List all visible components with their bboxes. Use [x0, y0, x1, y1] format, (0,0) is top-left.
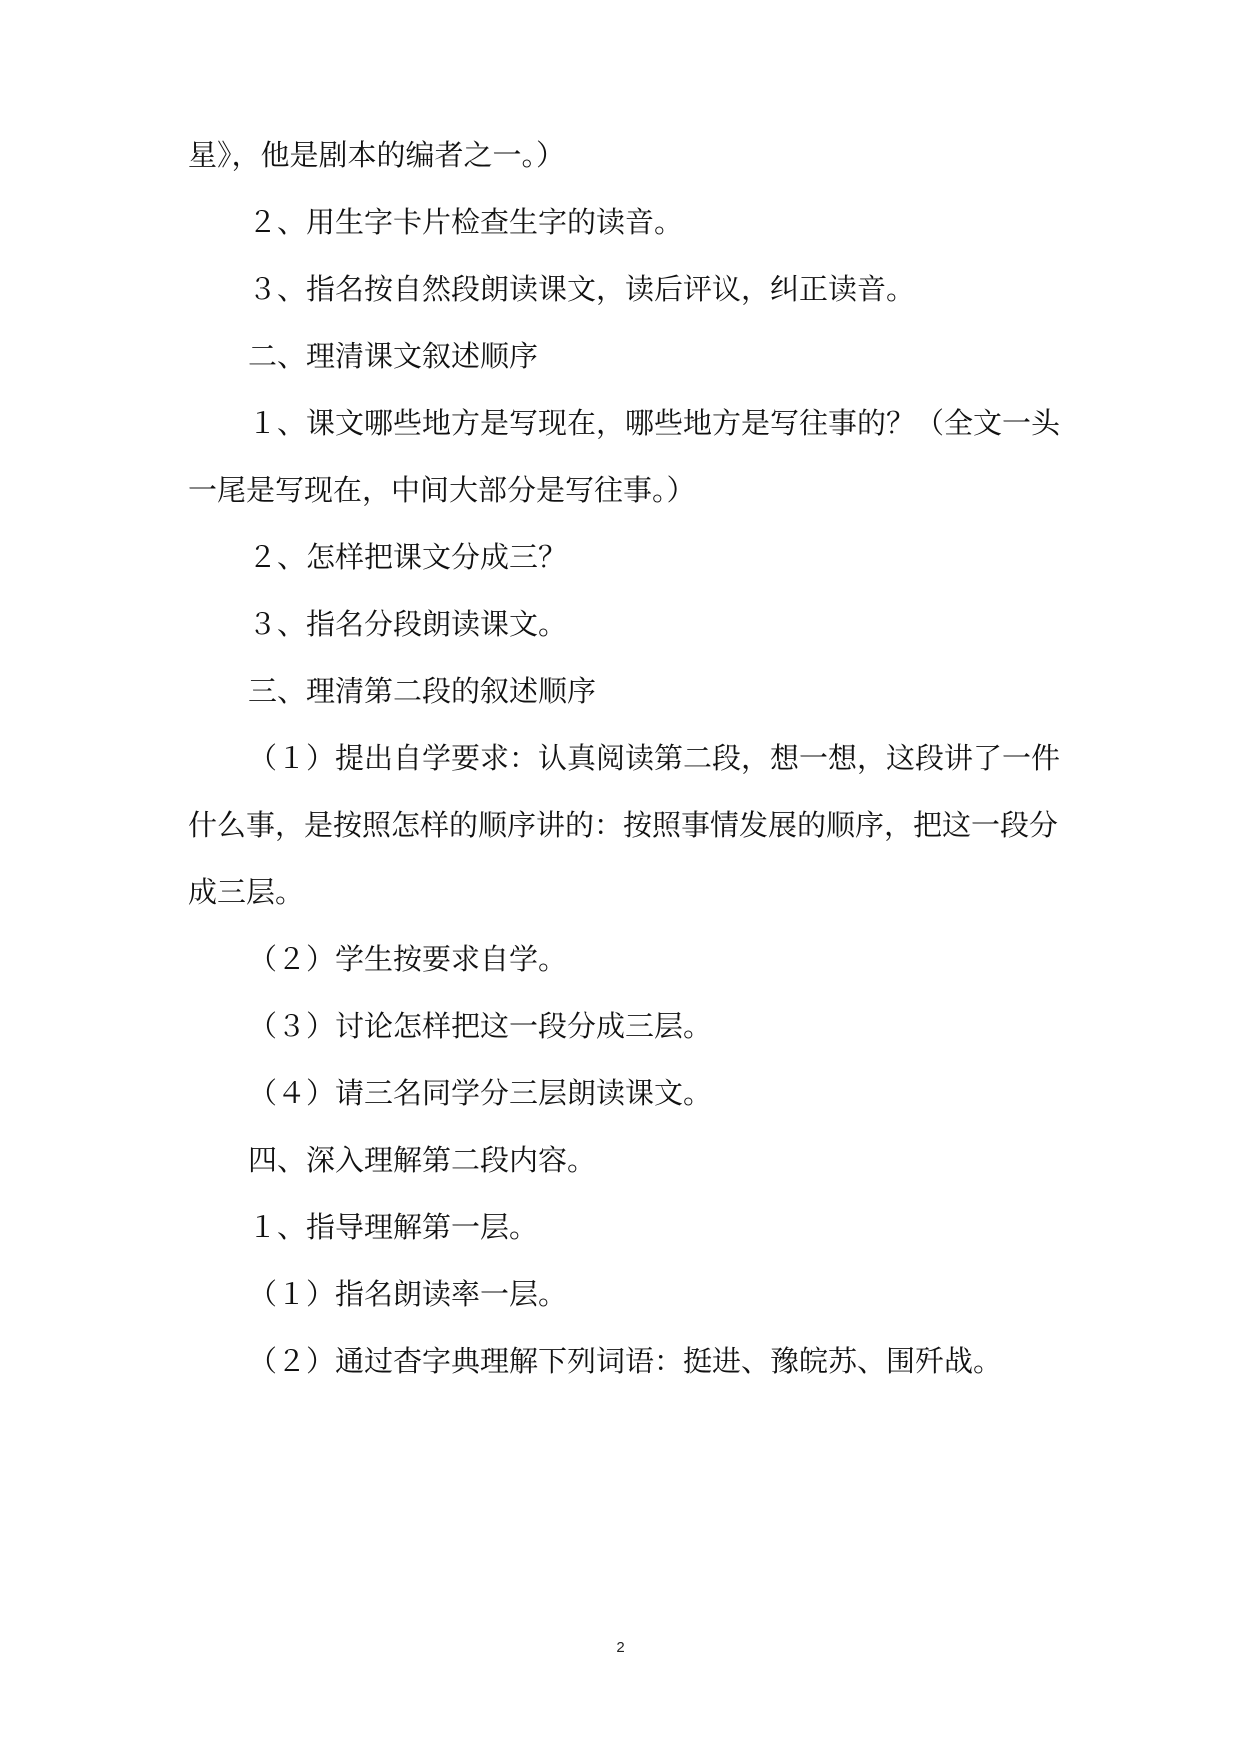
paragraph-step: （２）学生按要求自学。 — [248, 942, 568, 976]
page-number: 2 — [616, 1639, 625, 1656]
paragraph-step: （２）通过杳字典理解下列词语：挺进、豫皖苏、围歼战。 — [248, 1344, 1003, 1378]
paragraph-step: １、课文哪些地方是写现在，哪些地方是写往事的？（全文一头 — [248, 406, 1061, 440]
paragraph-step: １、指导理解第一层。 — [248, 1210, 539, 1244]
paragraph-step: ２、怎样把课文分成三？ — [248, 540, 568, 574]
paragraph-step: （１）指名朗读率一层。 — [248, 1277, 568, 1311]
section-heading: 二、理清课文叙述顺序 — [248, 339, 539, 373]
paragraph-step: （３）讨论怎样把这一段分成三层。 — [248, 1009, 713, 1043]
paragraph-step: （１）提出自学要求：认真阅读第二段，想一想，这段讲了一件 — [248, 741, 1061, 775]
paragraph-step: ３、指名分段朗读课文。 — [248, 607, 568, 641]
paragraph-continuation: 什么事，是按照怎样的顺序讲的：按照事情发展的顺序，把这一段分 — [188, 808, 1059, 842]
section-heading: 四、深入理解第二段内容。 — [248, 1143, 597, 1177]
section-heading: 三、理清第二段的叙述顺序 — [248, 674, 597, 708]
paragraph-step: ２、用生字卡片检查生字的读音。 — [248, 205, 684, 239]
paragraph-continuation: 星》，他是剧本的编者之一。） — [188, 138, 566, 172]
paragraph-continuation: 一尾是写现在，中间大部分是写往事。） — [188, 473, 696, 507]
paragraph-step: ３、指名按自然段朗读课文，读后评议，纠正读音。 — [248, 272, 916, 306]
paragraph-continuation: 成三层。 — [188, 875, 305, 909]
paragraph-step: （４）请三名同学分三层朗读课文。 — [248, 1076, 713, 1110]
